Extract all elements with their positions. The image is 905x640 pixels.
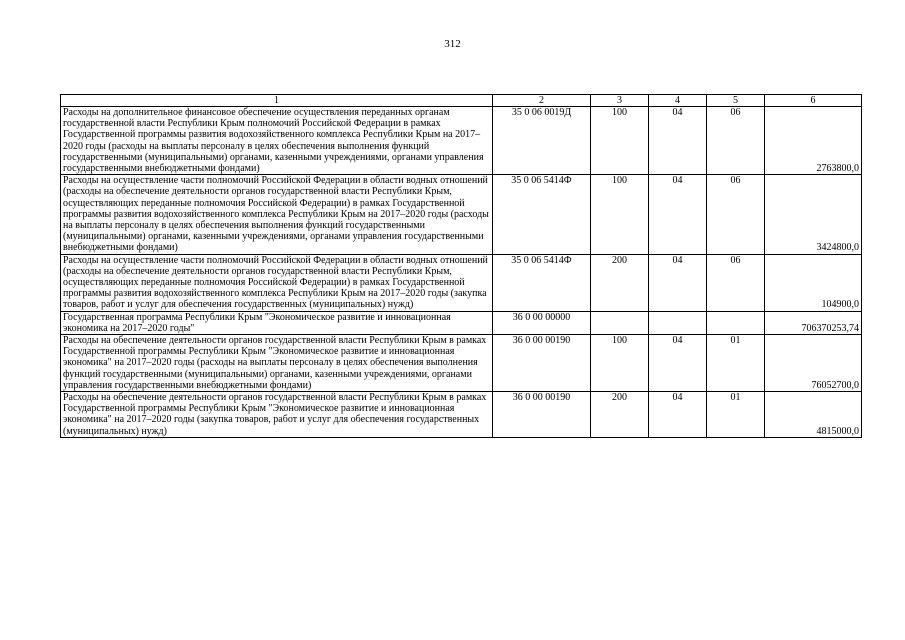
table-row — [61, 335, 862, 392]
expense-name: Расходы на осуществление части полномочий Российской Федерации в области водных отношений (расходы на обеспечение деятельности органов государственной власти Республики Крым, осуществляющих переданные полномочия Российской Федерации) в рамках Государственной программы развития водохозяйственного комплекса Республики Крым на 2017–2020 годы (закупка товаров, работ и услуг для обеспечения государственных (муниципальных) нужд) — [61, 254, 493, 311]
subsection-code: 01 — [707, 335, 765, 392]
amount: 2763800,0 — [765, 107, 862, 175]
column-header-2: 2 — [493, 95, 591, 107]
expense-name: Государственная программа Республики Крым "Экономическое развитие и инновационная экономика на 2017–2020 годы" — [61, 311, 493, 334]
section-code: 04 — [649, 335, 707, 392]
expense-type: 100 — [591, 107, 649, 175]
section-code: 04 — [649, 254, 707, 311]
table-row — [61, 175, 862, 254]
section-code — [649, 311, 707, 334]
expense-type: 100 — [591, 335, 649, 392]
subsection-code: 06 — [707, 254, 765, 311]
expense-name: Расходы на дополнительное финансовое обеспечение осуществления переданных органам государственной власти Республики Крым полномочий Российской Федерации в рамках Государственной программы развития водохозяйственного комплекса Республики Крым на 2017–2020 годы (расходы на выплаты персоналу в целях обеспечения выполнения функций государственными (муниципальными) органами, казенными учреждениями, органами управления государственными внебюджетными фондами) — [61, 107, 493, 175]
subsection-code: 06 — [707, 107, 765, 175]
column-header-3: 3 — [591, 95, 649, 107]
expense-type: 200 — [591, 254, 649, 311]
column-header-5: 5 — [707, 95, 765, 107]
column-header-4: 4 — [649, 95, 707, 107]
target-code: 35 0 06 5414Ф — [493, 254, 591, 311]
amount: 104900,0 — [765, 254, 862, 311]
subsection-code: 06 — [707, 175, 765, 254]
table-row — [61, 311, 862, 334]
subsection-code: 01 — [707, 392, 765, 438]
amount: 3424800,0 — [765, 175, 862, 254]
table-row — [61, 107, 862, 175]
amount: 76052700,0 — [765, 335, 862, 392]
target-code: 36 0 00 00190 — [493, 335, 591, 392]
expense-type: 200 — [591, 392, 649, 438]
target-code: 35 0 06 0019Д — [493, 107, 591, 175]
expense-name: Расходы на обеспечение деятельности органов государственной власти Республики Крым в рамках Государственной программы Республики Крым "Экономическое развитие и инновационная экономика" на 2017–2020 годы (расходы на выплаты персоналу в целях обеспечения выполнения функций государственными (муниципальными) органами, казенными учреждениями, органами управления государственными внебюджетными фондами) — [61, 335, 493, 392]
column-header-1: 1 — [61, 95, 493, 107]
expense-type — [591, 311, 649, 334]
table-row — [61, 392, 862, 438]
amount: 706370253,74 — [765, 311, 862, 334]
column-header-6: 6 — [765, 95, 862, 107]
subsection-code — [707, 311, 765, 334]
section-code: 04 — [649, 392, 707, 438]
table-row — [61, 254, 862, 311]
page-number: 312 — [444, 38, 461, 50]
target-code: 36 0 00 00190 — [493, 392, 591, 438]
expense-type: 100 — [591, 175, 649, 254]
budget-table — [60, 94, 862, 438]
expense-name: Расходы на обеспечение деятельности органов государственной власти Республики Крым в рамках Государственной программы Республики Крым "Экономическое развитие и инновационная экономика" на 2017–2020 годы (закупка товаров, работ и услуг для обеспечения государственных (муниципальных) нужд) — [61, 392, 493, 438]
amount: 4815000,0 — [765, 392, 862, 438]
target-code: 36 0 00 00000 — [493, 311, 591, 334]
header-row — [61, 95, 862, 107]
target-code: 35 0 06 5414Ф — [493, 175, 591, 254]
section-code: 04 — [649, 107, 707, 175]
expense-name: Расходы на осуществление части полномочий Российской Федерации в области водных отношений (расходы на обеспечение деятельности органов государственной власти Республики Крым, осуществляющих переданные полномочия Российской Федерации) в рамках Государственной программы развития водохозяйственного комплекса Республики Крым на 2017–2020 годы (расходы на выплаты персоналу в целях обеспечения выполнения функций государственными (муниципальными) органами, казенными учреждениями, органами управления государственными внебюджетными фондами) — [61, 175, 493, 254]
section-code: 04 — [649, 175, 707, 254]
